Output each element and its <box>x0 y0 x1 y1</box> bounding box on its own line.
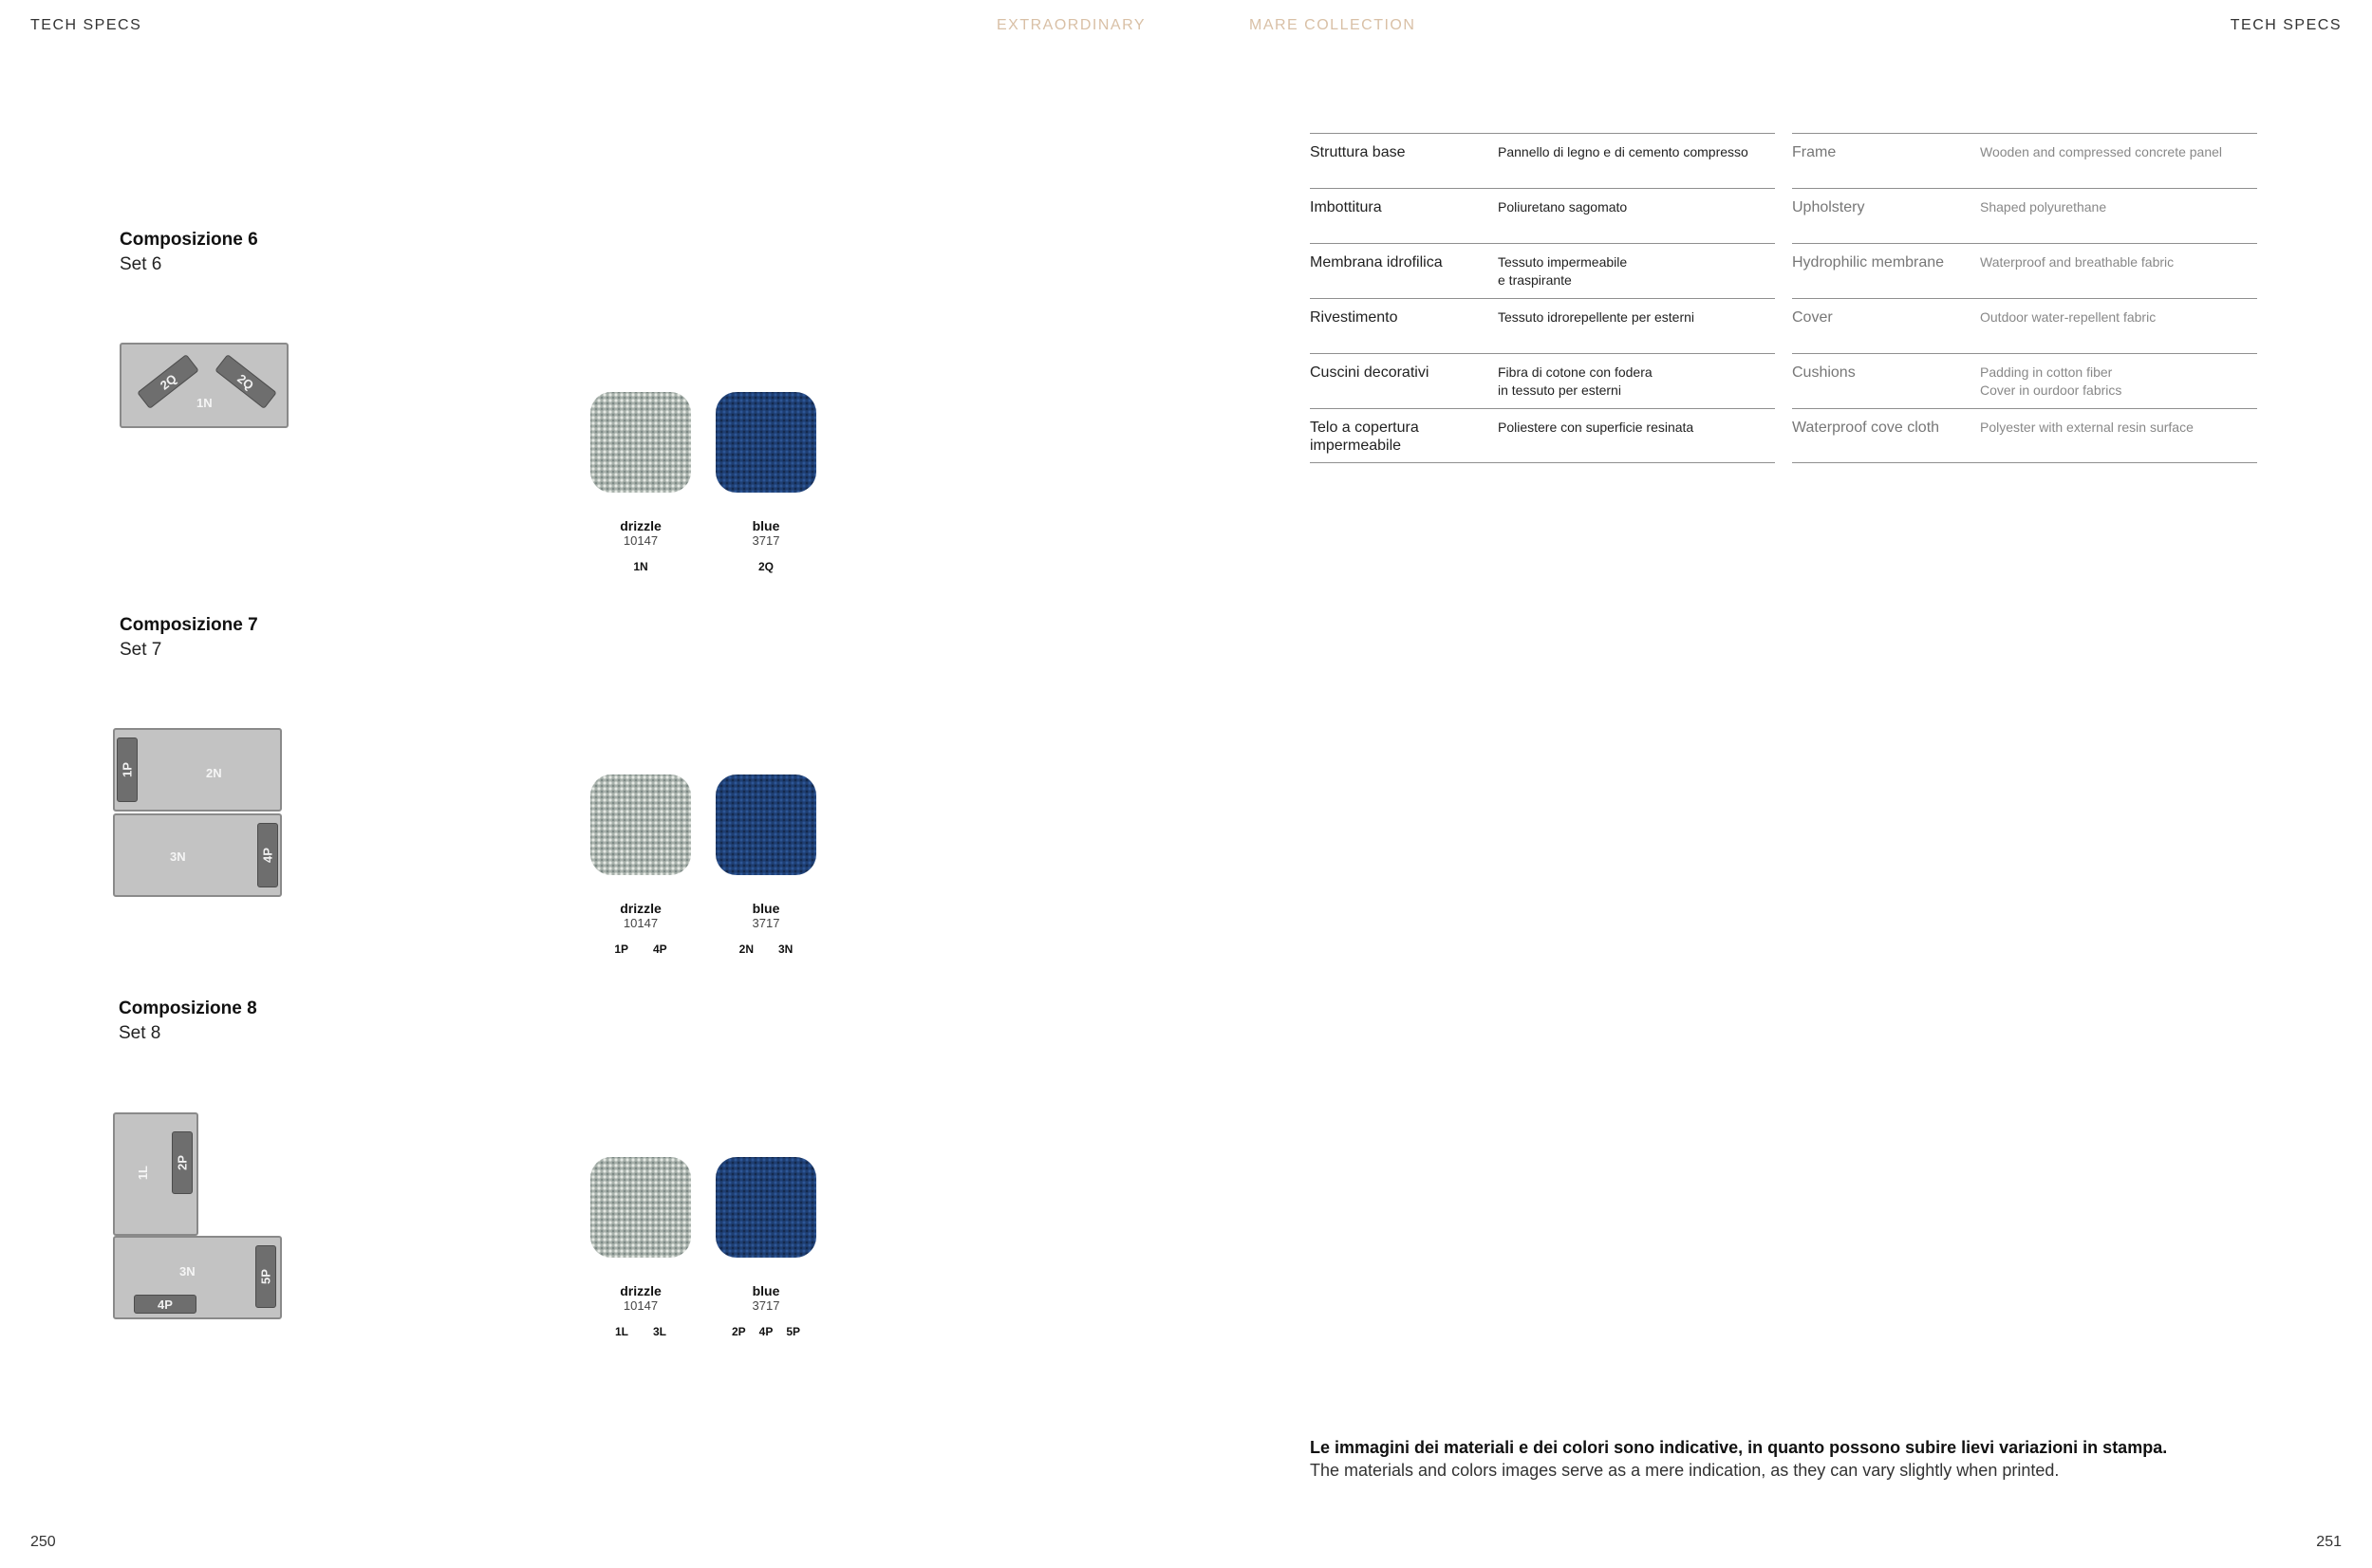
disclaimer-italian: Le immagini dei materiali e dei colori sono indicative, in quanto possono subire lievi variazioni in stampa. <box>1310 1438 2168 1457</box>
specs-table-italian <box>1310 133 1775 463</box>
spec-label: Frame <box>1792 144 1837 160</box>
spec-row <box>1310 298 1775 353</box>
part-code: 1P <box>614 943 628 956</box>
part-code: 2Q <box>757 560 774 573</box>
spec-label: Cover <box>1792 309 1833 326</box>
part-code: 2P <box>731 1325 746 1338</box>
composition-7-diagram <box>113 728 282 899</box>
cushion-1p: 1P <box>117 737 138 802</box>
spec-row <box>1792 243 2257 298</box>
composition-8-diagram <box>113 1112 282 1321</box>
swatch-name: drizzle <box>620 901 662 916</box>
part-code: 4P <box>653 943 667 956</box>
spec-row <box>1310 188 1775 243</box>
spec-label: Waterproof cove cloth <box>1792 420 1940 436</box>
spec-value: Wooden and compressed concrete panel <box>1980 144 2223 159</box>
composition-6-diagram <box>120 343 289 428</box>
swatch-code: 3717 <box>752 533 780 548</box>
spec-value: Polyester with external resin surface <box>1980 420 2194 435</box>
header-collection-name: MARE COLLECTION <box>1249 17 1416 33</box>
spec-label: Upholstery <box>1792 199 1865 215</box>
swatch-parts <box>590 943 691 956</box>
cushion-4p: 4P <box>257 823 278 887</box>
spec-row <box>1792 298 2257 353</box>
swatch-name: blue <box>752 518 780 533</box>
composition-title: Composizione 8 <box>119 999 257 1018</box>
swatch-code: 10147 <box>623 1298 659 1313</box>
spec-label: Cushions <box>1792 364 1856 381</box>
spec-value: Waterproof and breathable fabric <box>1980 254 2175 270</box>
spec-value: Poliuretano sagomato <box>1498 199 1628 215</box>
swatch-name: drizzle <box>620 1283 662 1298</box>
spec-row <box>1792 133 2257 188</box>
spec-value: Poliestere con superficie resinata <box>1498 420 1694 435</box>
module-label-2n: 2N <box>206 766 222 780</box>
cushion-2q-left: 2Q <box>137 354 199 409</box>
swatch-drizzle <box>590 775 691 875</box>
cushion-5p: 5P <box>255 1245 276 1308</box>
cushion-4p: 4P <box>134 1295 196 1314</box>
spec-label: Imbottitura <box>1310 199 1382 215</box>
part-code: 2N <box>738 943 754 956</box>
swatch-parts <box>716 560 816 573</box>
spec-row <box>1310 133 1775 188</box>
page-number-left: 250 <box>30 1534 56 1550</box>
spec-label: Hydrophilic membrane <box>1792 254 1945 271</box>
swatch-drizzle <box>590 392 691 493</box>
swatch-name: drizzle <box>620 518 662 533</box>
spec-value: Shaped polyurethane <box>1980 199 2107 215</box>
spec-row <box>1792 408 2257 463</box>
spec-value: Outdoor water-repellent fabric <box>1980 309 2157 325</box>
disclaimer-english: The materials and colors images serve as a mere indication, as they can vary slightly when printed. <box>1310 1461 2060 1480</box>
part-code: 1N <box>633 560 648 573</box>
spec-value: Tessuto idrorepellente per esterni <box>1498 309 1695 325</box>
composition-set: Set 7 <box>120 640 162 660</box>
header-left-label: TECH SPECS <box>30 17 142 33</box>
spec-row <box>1310 408 1775 463</box>
spec-row <box>1792 188 2257 243</box>
page-number-right: 251 <box>2316 1534 2342 1550</box>
spec-label: Telo a copertura impermeabile <box>1310 420 1419 454</box>
spec-value: Pannello di legno e di cemento compresso <box>1498 144 1748 159</box>
spec-label: Cuscini decorativi <box>1310 364 1429 381</box>
composition-title: Composizione 7 <box>120 615 258 635</box>
swatch-parts <box>716 1325 816 1338</box>
swatch-code: 3717 <box>752 916 780 930</box>
spec-row <box>1310 243 1775 298</box>
swatch-parts <box>590 560 691 573</box>
spec-label: Rivestimento <box>1310 309 1398 326</box>
spec-label: Struttura base <box>1310 144 1406 160</box>
swatch-parts <box>716 943 816 956</box>
part-code: 1L <box>614 1325 628 1338</box>
module-2n <box>113 728 282 812</box>
part-code: 3N <box>778 943 794 956</box>
swatch-blue <box>716 1157 816 1258</box>
swatch-code: 10147 <box>623 533 659 548</box>
module-label-1l: 1L <box>136 1166 150 1181</box>
swatch-name: blue <box>752 901 780 916</box>
spec-row <box>1792 353 2257 408</box>
spec-value: Tessuto impermeabile e traspirante <box>1498 254 1628 288</box>
composition-set: Set 8 <box>119 1023 161 1043</box>
module-label-1n: 1N <box>196 396 213 410</box>
specs-table-english <box>1792 133 2257 463</box>
header-right-label: TECH SPECS <box>2230 17 2342 33</box>
swatch-blue <box>716 392 816 493</box>
swatch-blue <box>716 775 816 875</box>
spec-value: Fibra di cotone con fodera in tessuto per esterni <box>1498 364 1653 398</box>
cushion-2p: 2P <box>172 1131 193 1194</box>
spec-value: Padding in cotton fiber Cover in ourdoor fabrics <box>1980 364 2122 398</box>
spec-row <box>1310 353 1775 408</box>
swatch-name: blue <box>752 1283 780 1298</box>
swatch-drizzle <box>590 1157 691 1258</box>
part-code: 5P <box>786 1325 801 1338</box>
composition-set: Set 6 <box>120 254 162 274</box>
swatch-code: 10147 <box>623 916 659 930</box>
swatch-parts <box>590 1325 691 1338</box>
part-code: 4P <box>758 1325 774 1338</box>
header-collection-label: EXTRAORDINARY <box>997 17 1147 33</box>
composition-title: Composizione 6 <box>120 230 258 250</box>
module-label-3n: 3N <box>170 849 186 864</box>
part-code: 3L <box>653 1325 667 1338</box>
cushion-2q-right: 2Q <box>215 354 277 409</box>
composition-7-heading <box>120 615 258 661</box>
module-label-3n: 3N <box>179 1264 196 1279</box>
composition-8-heading <box>119 999 257 1044</box>
swatch-code: 3717 <box>752 1298 780 1313</box>
composition-6-heading <box>120 230 258 275</box>
spec-label: Membrana idrofilica <box>1310 254 1443 271</box>
